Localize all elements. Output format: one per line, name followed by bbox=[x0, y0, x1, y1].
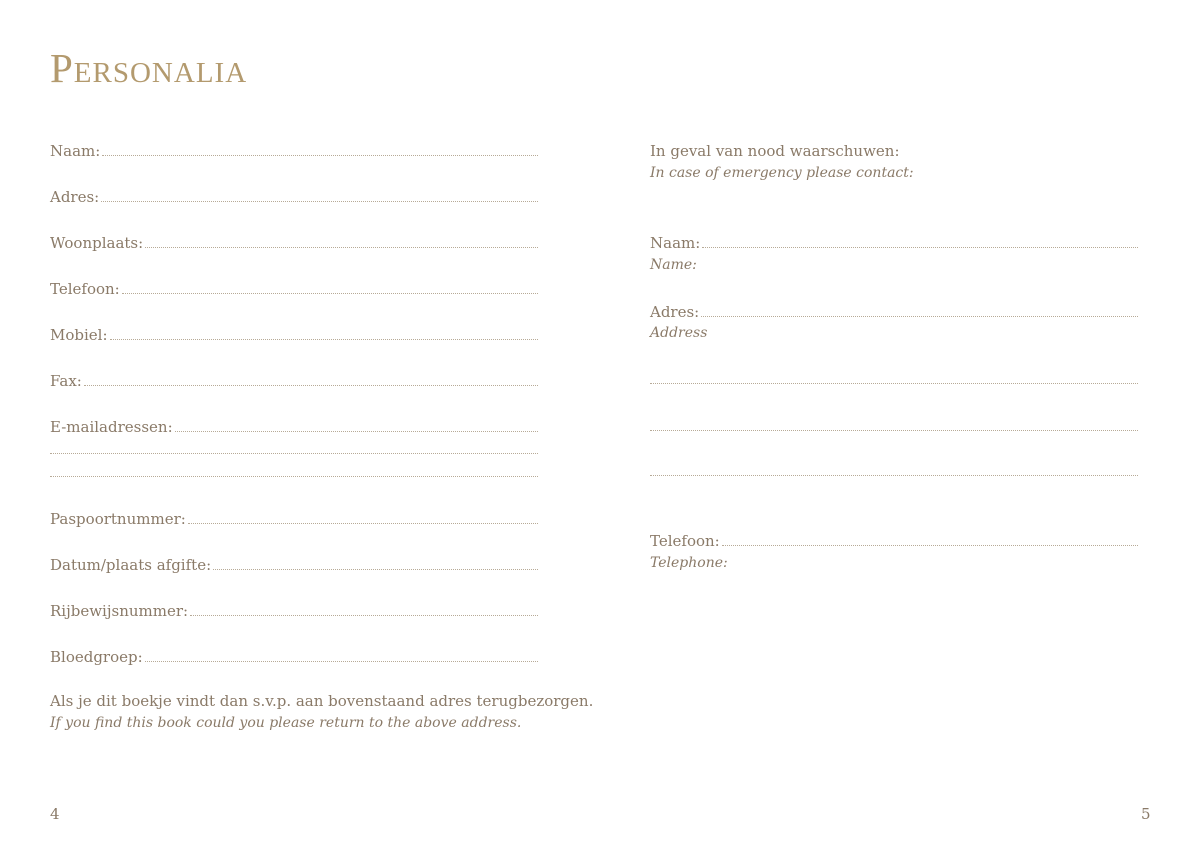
fax-field[interactable] bbox=[50, 370, 538, 391]
address-label: Adres: bbox=[50, 188, 100, 206]
address-field[interactable] bbox=[50, 186, 538, 207]
emergency-phone-line[interactable] bbox=[722, 530, 1138, 546]
email-line-2[interactable] bbox=[50, 452, 538, 454]
name-field[interactable] bbox=[50, 140, 538, 161]
passport-label: Paspoortnummer: bbox=[50, 510, 186, 528]
emergency-address-line-2[interactable] bbox=[650, 382, 1138, 384]
blood-type-line[interactable] bbox=[145, 646, 538, 662]
emergency-address-label: Adres: bbox=[650, 303, 700, 321]
address-line[interactable] bbox=[101, 186, 538, 202]
email-field[interactable] bbox=[50, 416, 538, 437]
issue-date-line[interactable] bbox=[213, 554, 538, 570]
mobile-line[interactable] bbox=[110, 324, 538, 340]
email-line-3[interactable] bbox=[50, 475, 538, 477]
page-title: Personalia bbox=[50, 45, 248, 91]
passport-line[interactable] bbox=[188, 508, 538, 524]
emergency-phone-en: Telephone: bbox=[650, 555, 728, 571]
emergency-name-label: Naam: bbox=[650, 234, 701, 252]
emergency-address-field[interactable] bbox=[650, 301, 1138, 322]
emergency-name-field[interactable] bbox=[650, 232, 1138, 253]
passport-field[interactable] bbox=[50, 508, 538, 529]
mobile-field[interactable] bbox=[50, 324, 538, 345]
email-line[interactable] bbox=[175, 416, 538, 432]
page-number-left: 4 bbox=[50, 805, 60, 823]
emergency-address-line[interactable] bbox=[701, 301, 1138, 317]
emergency-address-line-3[interactable] bbox=[650, 429, 1138, 431]
blood-type-label: Bloedgroep: bbox=[50, 648, 143, 666]
city-field[interactable] bbox=[50, 232, 538, 253]
license-line[interactable] bbox=[190, 600, 538, 616]
city-line[interactable] bbox=[145, 232, 538, 248]
page-number-right: 5 bbox=[1141, 805, 1151, 823]
emergency-address-line-4[interactable] bbox=[650, 474, 1138, 476]
return-note-nl: Als je dit boekje vindt dan s.v.p. aan bovenstaand adres terugbezorgen. bbox=[50, 692, 594, 710]
fax-label: Fax: bbox=[50, 372, 82, 390]
issue-date-field[interactable] bbox=[50, 554, 538, 575]
phone-line[interactable] bbox=[122, 278, 538, 294]
issue-date-label: Datum/plaats afgifte: bbox=[50, 556, 212, 574]
emergency-phone-field[interactable] bbox=[650, 530, 1138, 551]
name-line[interactable] bbox=[102, 140, 538, 156]
emergency-name-en: Name: bbox=[650, 257, 697, 273]
phone-label: Telefoon: bbox=[50, 280, 120, 298]
emergency-address-en: Address bbox=[650, 325, 708, 341]
license-field[interactable] bbox=[50, 600, 538, 621]
emergency-phone-label: Telefoon: bbox=[650, 532, 720, 550]
emergency-heading-en: In case of emergency please contact: bbox=[650, 165, 914, 181]
return-note-en: If you find this book could you please return to the above address. bbox=[50, 715, 522, 731]
email-label: E-mailadressen: bbox=[50, 418, 173, 436]
emergency-heading-nl: In geval van nood waarschuwen: bbox=[650, 142, 900, 160]
license-label: Rijbewijsnummer: bbox=[50, 602, 189, 620]
mobile-label: Mobiel: bbox=[50, 326, 108, 344]
blood-type-field[interactable] bbox=[50, 646, 538, 667]
phone-field[interactable] bbox=[50, 278, 538, 299]
fax-line[interactable] bbox=[84, 370, 538, 386]
city-label: Woonplaats: bbox=[50, 234, 144, 252]
emergency-name-line[interactable] bbox=[702, 232, 1138, 248]
name-label: Naam: bbox=[50, 142, 101, 160]
